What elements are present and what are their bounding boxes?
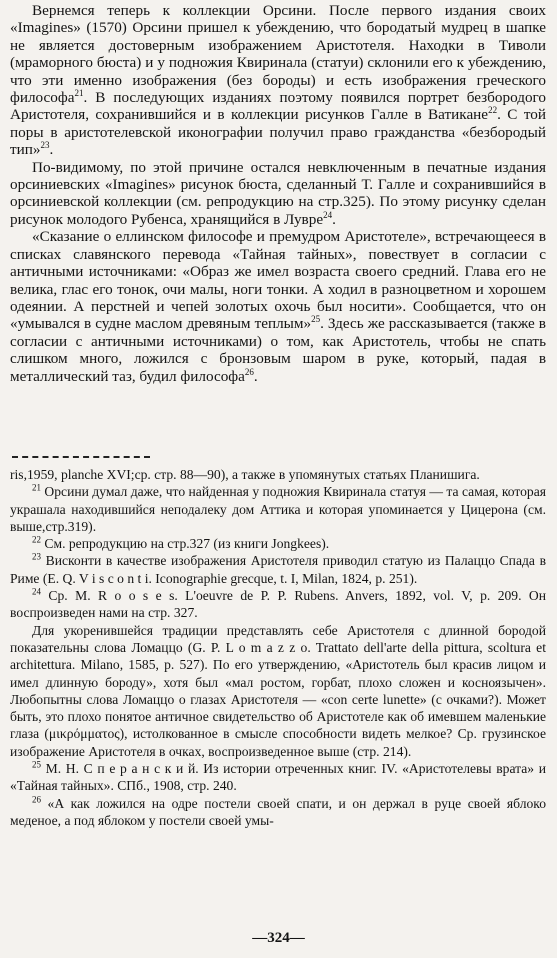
footnote-ref: 22 — [488, 105, 498, 116]
paragraph-text: По-видимому, по этой причине остался невключенным в печатные издания орсиниевских «Imagines» рисунок бюста, сделанный Т. Галле и сохранившийся в орсиниевской коллекции (см. репродукцию на стр.325). По этому рисунку сделан рисунок молодого Рубенса, хранящийся в Лувре — [10, 158, 546, 228]
footnotes — [10, 466, 546, 829]
footnote-separator — [12, 456, 150, 458]
footnote-ref: 26 — [244, 366, 254, 377]
footnote-continuation — [10, 466, 546, 483]
footnote-text: М. Н. С п е р а н с к и й. Из истории отреченных книг. IV. «Аристотелевы врата» и «Тайная тайных». СПб., 1908, стр. 240. — [10, 761, 546, 794]
footnote-text: Орсини думал даже, что найденная у подножия Квиринала статуя — та самая, которая украшала находившийся неподалеку дом Аттика и которая упоминается у Цицерона (см. выше,стр.319). — [10, 484, 546, 534]
footnote-25 — [10, 760, 546, 795]
footnote-ref: 24 — [323, 209, 333, 220]
footnote-ref: 21 — [74, 87, 84, 98]
footnote-text: ris,1959, planche XVI;ср. стр. 88—90), а также в упомянутых статьях Планишига. — [10, 467, 480, 482]
footnote-number: 21 — [32, 482, 41, 493]
footnote-22 — [10, 535, 546, 552]
footnote-number: 25 — [32, 759, 41, 770]
main-text — [10, 2, 546, 385]
paragraph-text: . — [332, 210, 336, 228]
footnote-text: Для укоренившейся традиции представлять себе Аристотеля с длинной бородой показательны слова Ломаццо (G. P. L o m a z z o. Trattato dell'arte della pittura, scoltura et architettura. Milano, 1585, p. 527). По его утверждению, «Аристотель был красив лицом и имел длинную бороду», хотя был «мал ростом, горбат, плохо сложен и косноязычен». Любопытны слова Ломаццо о глазах Аристотеля — «con certe lunette» (с очками?). Может быть, это плохо понятое античное свидетельство об Аристотеле как об имевшем маленькие глаза (μικρόμματος), истолкованное в смысле способности видеть мелкое? Ср. грузинское изображение Аристотеля в очках, воспроизведенное выше (стр. 214). — [10, 622, 546, 759]
paragraph-galle — [10, 159, 546, 229]
paragraph-orsini — [10, 2, 546, 159]
paragraph-text: . — [253, 367, 258, 385]
footnote-ref: 25 — [311, 314, 321, 325]
footnote-ref: 23 — [40, 140, 50, 151]
paragraph-skazanie — [10, 228, 546, 385]
paragraph-text: . Здесь же рассказывается (также в согласии с античными источниками) о том, как Аристотель, чтобы не спать слишком много, ложился с бронзовым шаром в руке, который, падая в металлический таз, будил философа — [10, 315, 546, 385]
page-number: —324— — [252, 930, 305, 946]
footnote-number: 23 — [32, 551, 41, 562]
paragraph-text: . В последующих изданиях поэтому появился портрет безбородого Аристотеля, сохранившийся и в коллекции рисунков Галле в Ватикане — [10, 89, 546, 124]
footnote-21 — [10, 483, 546, 535]
footnote-text: Висконти в качестве изображения Аристотеля приводил статую из Палаццо Спада в Риме (E. Q. V i s c o n t i. Iconographie grecque, t. I, Milan, 1824, p. 251). — [10, 553, 546, 586]
paragraph-text: Вернемся теперь к коллекции Орсини. После первого издания своих «Imagines» (1570) Орсини пришел к убеждению, что бородатый мудрец в шапке не является достоверным изображением Аристотеля. Находки в Тиволи (мраморного бюста) и у подножия Квиринала (статуи) склонили его к убеждению, что эти именно изображения (без бороды) и есть изображения греческого философа — [10, 2, 546, 107]
paragraph-text: . С той поры в аристотелевской иконографии получил право гражданства «безбородый тип» — [10, 106, 546, 159]
footnote-number: 24 — [32, 586, 41, 597]
footnote-text: Ср. M. R o o s e s. L'oeuvre de P. P. Rubens. Anvers, 1892, vol. V, p. 209. Он воспроизведен нами на стр. 327. — [10, 588, 546, 621]
paragraph-text: «Сказание о еллинском философе и премудром Аристотеле», встречающееся в списках славянского перевода «Тайная тайных», повествует в согласии с античными источниками: «Образ же имел возраста своего средний. Глава его не велика, глас его тонок, очи малы, ноги тонки. А ходил в разноцветном и хорошем одеянии. А перстней и чепей золотых охочь был носити». Сообщается, что он «умывался в судне маслом древяным теплым» — [10, 228, 546, 333]
footnote-24-continued — [10, 622, 546, 760]
footnote-text: См. репродукцию на стр.327 (из книги Jongkees). — [44, 536, 330, 552]
footnote-text: «А как ложился на одре постели своей спати, и он держал в руце своей яблоко меденое, а под яблоком у постели своей умы- — [10, 795, 546, 828]
footnote-26 — [10, 795, 546, 830]
footnote-number: 26 — [32, 794, 41, 805]
paragraph-text: . — [49, 141, 54, 159]
footnote-23 — [10, 552, 546, 587]
footnote-24 — [10, 587, 546, 622]
footnote-number: 22 — [32, 534, 41, 545]
